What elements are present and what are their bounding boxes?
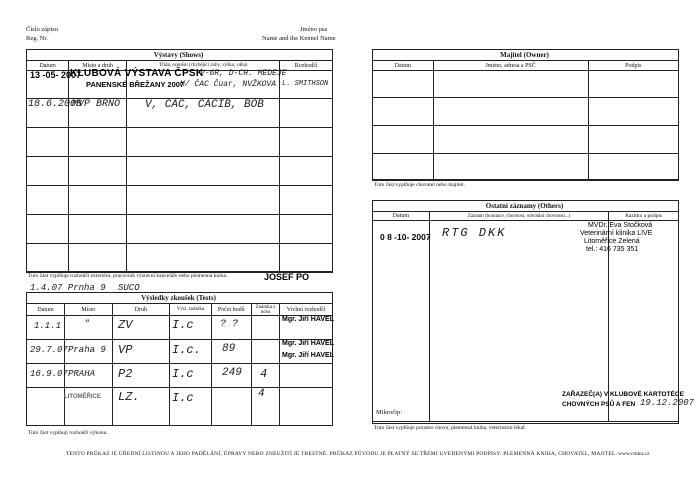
- tests-row-3-judge: Mgr. Jiří HAVEL: [282, 352, 334, 359]
- vet-city: Litoměřice Zelená: [584, 238, 640, 245]
- shows-col-date: Datum: [27, 61, 69, 71]
- tests-row-3-nose: 4: [260, 367, 268, 381]
- tests-row-2-grade: I.c.: [172, 343, 201, 357]
- tests-row-4-type: LZ.: [118, 390, 140, 404]
- tests-row-3-grade: I.c: [172, 367, 194, 381]
- reg-number-label-cz: Číslo zápisu: [26, 26, 58, 33]
- others-col-stamp: Razítko a podpis: [609, 212, 679, 221]
- kennel-card-stamp-date: 19.12.2007: [640, 398, 695, 408]
- jose-stamp: JOSEF PO: [264, 272, 310, 282]
- tests-scribble: 1.4.07 Prnha 9: [30, 283, 106, 293]
- tests-row-1-grade: I.c: [172, 318, 194, 332]
- tests-col-nose: Známka z nosu: [251, 304, 280, 316]
- show-stamp-title: KLUBOVÁ VÝSTAVA ČPSK: [70, 68, 204, 79]
- show-stamp-place: PANENSKÉ BŘEŽANY 2007: [86, 80, 185, 89]
- tests-footnote: Tuto část vyplňují rozhodčí výkonu.: [28, 430, 108, 436]
- tests-row-3-points: 249: [222, 367, 242, 379]
- show-row1-grade: V-6R, D-CH. MEDEJE: [200, 69, 287, 78]
- show-row1-grade-2: M/ ČAC Čuar, NVŽKOVA: [180, 80, 277, 89]
- tests-row-2-judge: Mgr. Jiří HAVEL: [282, 340, 334, 347]
- tests-row-1-judge: Mgr. Jiří HAVEL: [282, 316, 334, 323]
- tests-row-2-points: 89: [222, 343, 236, 355]
- owner-footnote: Tuto část vyplňuje chovatel nebo majitel.: [374, 182, 465, 188]
- tests-row-1-type: ZV: [118, 318, 133, 332]
- tests-col-judge: Vrchní rozhodčí: [280, 304, 333, 316]
- others-col-date: Datum: [373, 212, 430, 221]
- tests-row-3-place: PRAHA: [68, 369, 96, 379]
- tests-col-date: Datum: [27, 304, 65, 316]
- kennel-card-stamp-2: CHOVNÝCH PSŮ A FEN: [562, 401, 636, 408]
- shows-footnote: Tuto část vyplňuje rozhodčí exteriéru, pracovník výstavní kanceláře nebo plemenná kniha.: [28, 273, 228, 279]
- others-footnote: Tuto část vyplňuje poradce chovu, plemenná kniha, veterinární lékař.: [374, 425, 527, 431]
- legal-footer: TENTO PRŮKAZ JE ÚŘEDNÍ LISTINOU A JEHO PADĚLÁNÍ, ÚPRAVY NEBO ZNEUŽITÍ JE TRESTNÉ. PRŮKAZ PŮVODU JE PLATNÝ SE TŘEMI UVEDENÝMI PODPISY: PLEMENNÁ KNIHA, CHOVATEL, MAJITEL.: [66, 451, 618, 457]
- microchip-label: Mikročip:: [376, 409, 402, 416]
- tests-row-4-nose: 4: [258, 388, 265, 400]
- tests-row-3-date: 16.9.07: [30, 369, 68, 379]
- footer-website: www.cmku.cz: [618, 451, 650, 457]
- tests-title: Výsledky zkoušek (Tests): [141, 294, 216, 302]
- tests-col-place: Místo: [65, 304, 113, 316]
- shows-title: Výstavy (Shows): [153, 51, 204, 59]
- shows-col-judge: Rozhodčí: [280, 61, 333, 71]
- tests-row-3-type: P2: [118, 367, 133, 381]
- tests-row-2-type: VP: [118, 343, 133, 357]
- show-stamp-date: 13 -05- 2007: [30, 70, 82, 80]
- owner-table: [372, 60, 679, 180]
- vet-name: MVDr. Eva Stočková: [588, 222, 653, 229]
- show-row2-grade: V, CAC, CACIB, BOB: [145, 99, 264, 111]
- tests-row-2-date: 29.7.07: [30, 345, 68, 355]
- kennel-name-label-cz: Jméno psa: [300, 26, 328, 33]
- vet-clinic: Veterinární klinika LIVE: [580, 230, 653, 237]
- kennel-name-label-en: Name and the Kennel Name: [262, 35, 336, 42]
- tests-row-1-points: ? ?: [220, 319, 239, 330]
- shows-table: [26, 60, 333, 272]
- tests-col-grade: Výsl. známka: [169, 304, 211, 316]
- show-row2-date: 18.6.2008: [28, 99, 83, 110]
- kennel-card-stamp-1: ZAŘAZEČ(A) V KLUBOVÉ KARTOTÉCE: [562, 391, 684, 398]
- owner-col-name: Jméno, adresa a PSČ: [433, 61, 588, 71]
- owner-title: Majitel (Owner): [500, 51, 549, 59]
- show-row1-judge: L. SMITHSON: [282, 80, 329, 88]
- shows-row-2-judge: [280, 99, 333, 128]
- tests-row-1-place: ": [84, 319, 90, 329]
- owner-col-signature: Podpis: [588, 61, 678, 71]
- tests-row-1-date: 1.1.1: [34, 321, 62, 331]
- tests-row-2-place: Praha 9: [68, 345, 106, 355]
- shows-col-grade: Třída, ocenění (chybějící zuby, výška, váha): [126, 61, 280, 71]
- others-row-date: [373, 221, 430, 422]
- tests-col-points: Počet bodů: [211, 304, 251, 316]
- tests-row-4-place: LITOMĚŘICE: [64, 394, 101, 400]
- show-row2-place: MVP BRNO: [72, 99, 121, 110]
- others-col-entry: Záznam (bonitace, chovnost, odvolání chovnosti...): [429, 212, 609, 221]
- others-date: 0 8 -10- 2007: [380, 232, 431, 242]
- owner-col-date: Datum: [373, 61, 434, 71]
- others-title: Ostatní záznamy (Others): [485, 202, 564, 210]
- tests-row-4-grade: I.c: [172, 391, 194, 405]
- shows-col-place: Místo a druh: [69, 61, 127, 71]
- reg-number-label-en: Reg. Nr.: [26, 35, 48, 42]
- others-entry: RTG DKK: [442, 226, 507, 240]
- tests-col-type: Druh: [112, 304, 169, 316]
- tests-scribble-2: SUCO: [118, 283, 140, 293]
- vet-tel: tel.: 416 735 351: [586, 246, 639, 253]
